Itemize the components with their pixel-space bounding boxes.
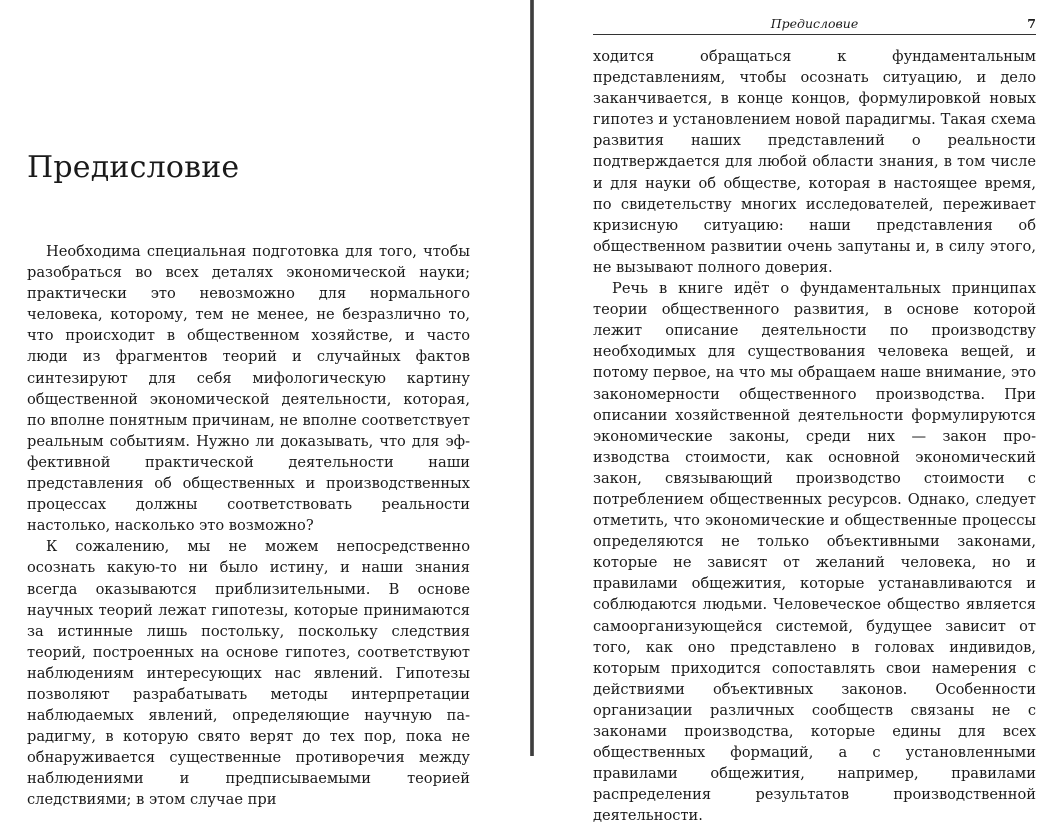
paragraph-continued: ходится обращаться к фундаментальным представлениям, чтобы осознать ситуацию, и дело заканчивается, в конце концов, формулировкой новых гипотез и установлением новой парадигмы. Такая схема развития наших представлений о реальности подтверждается для любой области знания, в том числе и для науки об обществе, которая в настоящее время, по свидетельству многих исследователей, переживает кризисную ситуацию: наши представления об общественном развитии очень запутаны и, в силу этого, не вызывают полного доверия.	[593, 48, 1036, 276]
left-page	[0, 0, 530, 809]
right-page-text	[593, 46, 1036, 826]
running-title: Предисловие	[770, 16, 859, 31]
paragraph: К сожалению, мы не можем непосредственно осознать какую-то ни было истину, и наши знания всегда оказываются приблизительными. В основе научных теорий лежат гипотезы, которые принимаются за истинные лишь постольку, поскольку следствия теорий, построенных на основе гипотез, соответствуют наблюдениям интересующих нас явлений. Гипотезы позволяют разрабатывать методы интерпретации наблюдаемых явлений, определяющие научную парадигму, в которую свято верят до тех пор, пока не обнаруживается существенные противоречия между наблюдениями и предписываемыми теорией следствиями; в этом случае при	[27, 538, 470, 809]
page-number: 7	[1027, 16, 1036, 31]
running-header	[593, 16, 1036, 35]
paragraph: Речь в книге идёт о фундаментальных принципах теории общественного развития, в основе которой лежит описание деятельности по производству необходимых для существования человека вещей, и потому первое, на что мы обращаем наше внимание, это закономерности общественного производства. При описании хозяйственной деятельности формулируются экономические законы, среди них — закон производства стоимости, как основной экономический закон, связывающий производство стоимости с потреблением общественных ресурсов. Однако, следует отметить, что экономические и общественные процессы определяются не только объективными законами, которые не зависят от желаний человека, но и правилами общежития, которые устанавливаются и соблюдаются людьми. Человеческое общество является самоорганизующейся системой, будущее зависит от того, как оно представлено в головах индивидов, которым приходится сопоставлять свои намерения с действиями объективных законов. Особенности организации различных сообществ связаны не с законами производства, которые едины для всех общественных формаций, а с установленными правилами общежития, например, правилами распределения результатов производственной деятельности.	[593, 280, 1036, 825]
paragraph: Необходима специальная подготовка для того, чтобы разобраться во всех деталях экономической науки; практически это невозможно для нормального человека, которому, тем не менее, не безразлично то, что происходит в общественном хозяйстве, и часто люди из фрагментов теорий и случайных фактов синтезируют для себя мифологическую картину общественной экономической деятельности, которая, по вполне понятным причинам, не вполне соответствует реальным событиям. Нужно ли доказывать, что для эффективной практической деятельности наши представления об общественных и производственных процессах должны соответствовать реальности настолько, насколько это возможно?	[27, 243, 470, 535]
right-page	[534, 0, 1061, 825]
chapter-title: Предисловие	[27, 150, 240, 185]
left-page-text	[27, 241, 470, 811]
